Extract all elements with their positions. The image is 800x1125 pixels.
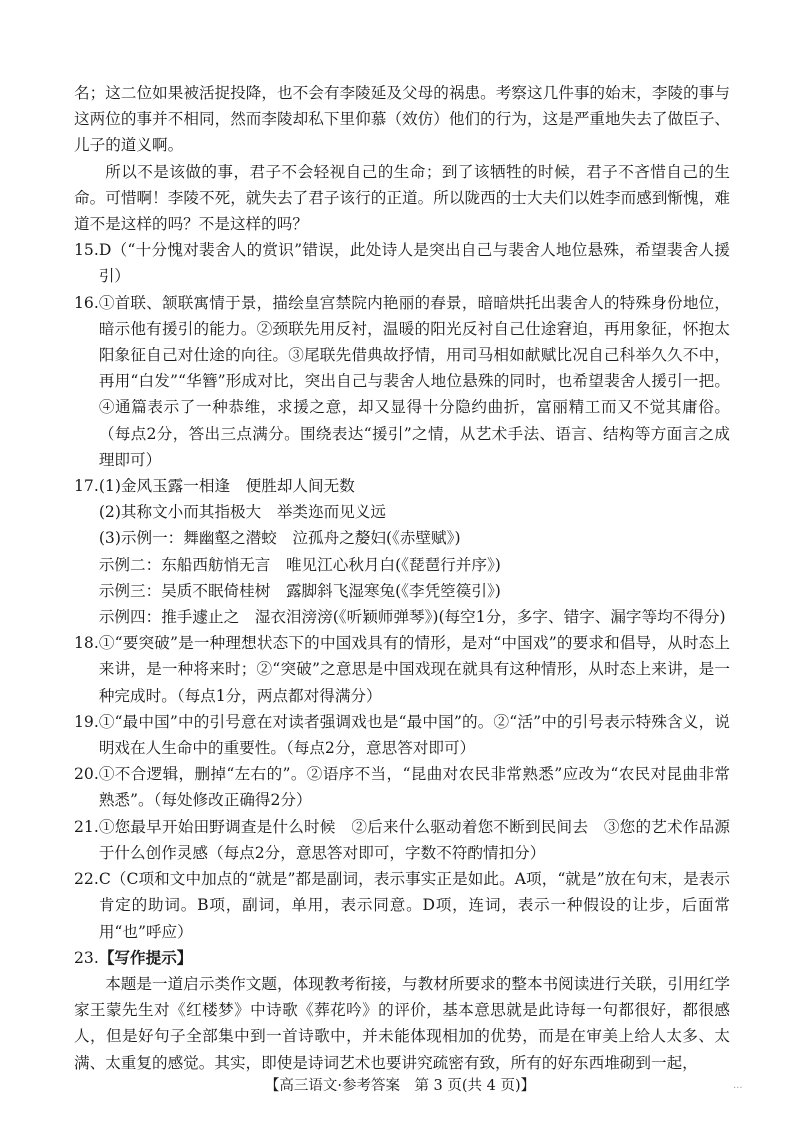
item-text: ①首联、颔联寓情于景，描绘皇宫禁院内艳丽的春景，暗暗烘托出裴舍人的特殊身份地位，暗示他有援引的能力。②颈联先用反衬，温暖的阳光反衬自己仕途窘迫，再用象征，怀抱太阳象征自己对仕途的向往。③尾联先借典故抒情，用司马相如献赋比况自己科举久久不中，再用“白发”“华簪”形成对比，突出自己与裴舍人地位悬殊的同时，也希望裴舍人援引一把。④通篇表示了一种恭维，求援之意，却又显得十分隐约曲折，富丽精工而又不觉其庸俗。（每点2分，答出三点满分。围绕表达“援引”之情，从艺术手法、语言、结构等方面言之成理即可）: [98, 293, 730, 469]
page-footer: 【高三语文·参考答案 第 3 页(共 4 页)】: [264, 1078, 536, 1094]
item-line: 示例二：东船西舫悄无言 唯见江心秋月白(《琵琶行并序》): [98, 555, 501, 574]
item-number: 20.: [74, 765, 99, 784]
item-text: ①您最早开始田野调查是什么时候 ②后来什么驱动着您不断到民间去 ③您的艺术作品源于什么创作灵感（每点2分，意思答对即可，字数不符酌情扣分）: [98, 817, 730, 862]
item-number: 21.: [74, 817, 99, 836]
item-number: 18.: [74, 634, 99, 653]
item-text: ①“要突破”是一种理想状态下的中国戏具有的情形，是对“中国戏”的要求和倡导，从时态上来讲，是一种将来时；②“突破”之意思是中国戏现在就具有这种情形，从时态上来讲，是一种完成时。（每点1分，两点都对得满分）: [98, 634, 730, 705]
item-number: 19.: [74, 712, 99, 731]
item-text: C（C项和文中加点的“就是”都是副词，表示事实正是如此。A项，“就是”放在句末，是表示肯定的助词。B项，副词，单用，表示同意。D项，连词，表示一种假设的让步，后面常用“也”呼应）: [98, 870, 730, 941]
item-number: 23.: [74, 948, 99, 967]
answer-item-23: [74, 945, 730, 971]
answer-item-20: [74, 761, 730, 813]
translation-continuation: 名；这二位如果被活捉投降，也不会有李陵延及父母的祸患。考察这几件事的始末，李陵的事与这两位的事并不相同，然而李陵却私下里仰慕（效仿）他们的行为，这是严重地失去了做臣子、儿子的道义啊。: [74, 84, 730, 155]
item-line: (1)金风玉露一相逢 便胜却人间无数: [98, 477, 355, 496]
answer-item-22: [74, 866, 730, 945]
item-line: 示例三：吴质不眠倚桂树 露脚斜飞湿寒兔(《李凭箜篌引》): [98, 581, 501, 600]
item-line: (3)示例一：舞幽壑之潜蛟 泣孤舟之嫠妇(《赤壁赋》): [98, 529, 461, 548]
answer-item-21: [74, 814, 730, 866]
item-number: 17.: [74, 477, 99, 496]
item-text: ①“最中国”中的引号意在对读者强调戏也是“最中国”的。②“活”中的引号表示特殊含义，说明戏在人生命中的重要性。（每点2分，意思答对即可）: [98, 712, 730, 758]
answer-item-19: [74, 709, 730, 761]
item-line: (2)其称文小而其指极大 举类迩而见义远: [98, 503, 386, 522]
answer-item-16: [74, 290, 730, 473]
answer-item-17: [74, 473, 730, 630]
answer-item-15: [74, 237, 730, 289]
item-text: D（“十分愧对裴舍人的赏识”错误，此处诗人是突出自己与裴舍人地位悬殊，希望裴舍人援引）: [98, 241, 730, 286]
corner-mark: ...: [733, 1080, 743, 1091]
answer-item-18: [74, 630, 730, 709]
item-number: 22.: [74, 870, 99, 889]
item-number: 16.: [74, 293, 99, 312]
item-text: ①不合逻辑，删掉“左右的”。②语序不当，“昆曲对农民非常熟悉”应改为“农民对昆曲非常熟悉”。（每处修改正确得2分）: [98, 765, 730, 810]
writing-hint-text: 本题是一道启示类作文题，体现教考衔接，与教材所要求的整本书阅读进行关联，引用红学家王蒙先生对《红楼梦》中诗歌《葬花吟》的评价，基本意思就是此诗每一句都很好，都很感人，但是好句子全部集中到一首诗歌中，并未能体现相加的优势，而是在审美上给人太多、太满、太重复的感觉。其实，即使是诗词艺术也要讲究疏密有致，所有的好东西堆砌到一起，: [74, 974, 730, 1072]
translation-paragraph: 所以不是该做的事，君子不会轻视自己的生命；到了该牺牲的时候，君子不吝惜自己的生命。可惜啊！李陵不死，就失去了君子该行的正道。所以陇西的士大夫们以姓李而感到惭愧，难道不是这样的吗？不是这样的吗？: [74, 162, 730, 234]
page-content: [74, 80, 730, 1076]
writing-hint-heading: 【写作提示】: [98, 948, 193, 967]
item-number: 15.: [74, 241, 99, 260]
item-line: 示例四：推手遽止之 湿衣泪滂滂(《听颖师弹琴》)(每空1分，多字、错字、漏字等均不得分): [98, 608, 726, 627]
item-lines: [99, 473, 730, 630]
